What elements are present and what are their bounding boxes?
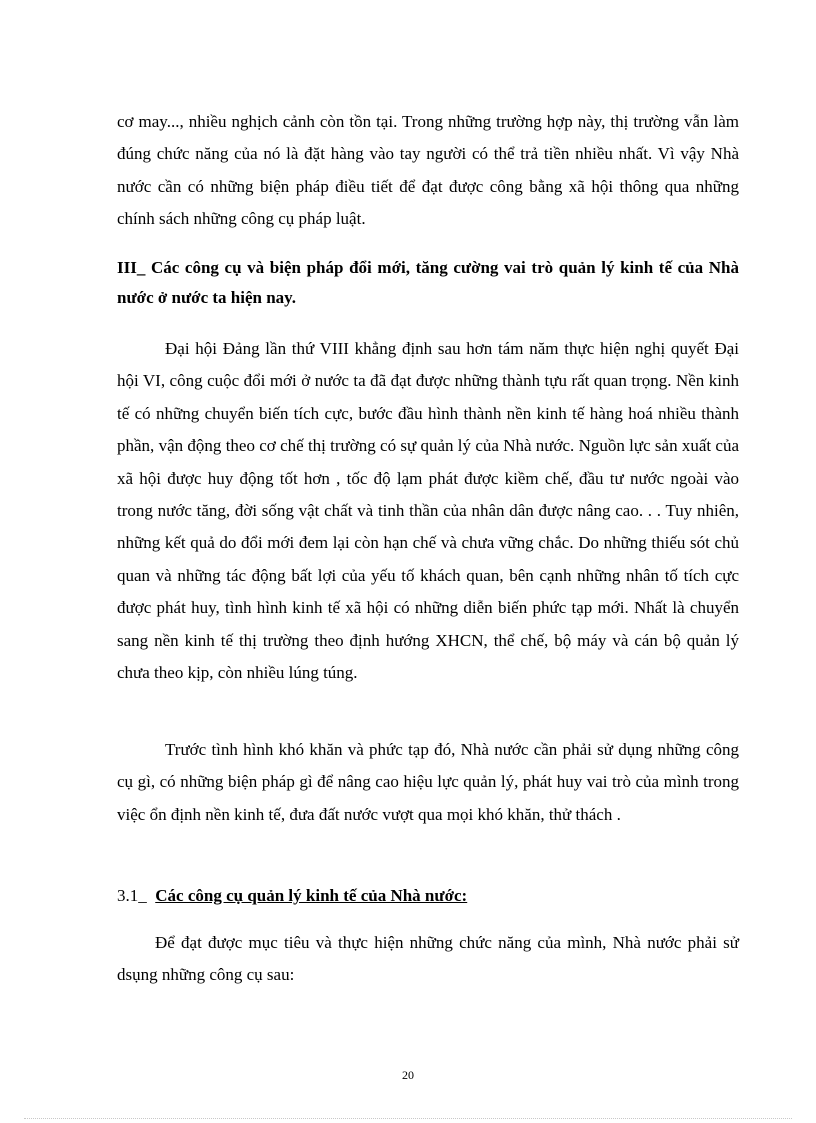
section-title-3-1: Các công cụ quản lý kinh tế của Nhà nước: bbox=[155, 886, 468, 905]
paragraph-party-congress-viii: Đại hội Đảng lần thứ VIII khẳng định sau hơn tám năm thực hiện nghị quyết Đại hội VI, công cuộc đổi mới ở nước ta đã đạt được những thành tựu rất quan trọng. Nền kinh tế có những chuyển biến tích cực, bước đầu hình thành nền kinh tế hàng hoá nhiều thành phần, vận động theo cơ chế thị trường có sự quản lý của Nhà nước. Nguồn lực sản xuất của xã hội được huy động tốt hơn , tốc độ lạm phát được kiềm chế, đầu tư nước ngoài vào trong nước tăng, đời sống vật chất và tinh thần của nhân dân được nâng cao. . . Tuy nhiên, những kết quả do đổi mới đem lại còn hạn chế và chưa vững chắc. Do những thiếu sót chủ quan và những tác động bất lợi của yếu tố khách quan, bên cạnh những nhân tố tích cực được phát huy, tình hình kinh tế xã hội có những diễn biến phức tạp mới. Nhất là chuyển sang nền kinh tế thị trường theo định hướng XHCN, thể chế, bộ máy và cán bộ quản lý chưa theo kịp, còn nhiều lúng túng. bbox=[117, 339, 739, 683]
section-number-3-1: 3.1_ bbox=[117, 886, 147, 905]
page-bottom-divider bbox=[24, 1118, 792, 1119]
paragraph-objectives-tools: Để đạt được mục tiêu và thực hiện những chức năng của mình, Nhà nước phải sử dsụng những công cụ sau: bbox=[117, 933, 739, 985]
paragraph-market-limitations: cơ may..., nhiều nghịch cảnh còn tồn tại. Trong những trường hợp này, thị trường vẫn làm đúng chức năng của nó là đặt hàng vào tay người có thể trả tiền nhiều nhất. Vì vậy Nhà nước cần có những biện pháp điều tiết để đạt được công bằng xã hội thông qua những chính sách những công cụ pháp luật. bbox=[117, 112, 739, 229]
section-heading-3-1 bbox=[117, 880, 739, 912]
page-number: 20 bbox=[402, 1068, 414, 1082]
section-heading-iii: III_ Các công cụ và biện pháp đổi mới, tăng cường vai trò quản lý kinh tế của Nhà nước ở nước ta hiện nay. bbox=[117, 258, 739, 307]
paragraph-difficult-situation: Trước tình hình khó khăn và phức tạp đó, Nhà nước cần phải sử dụng những công cụ gì, có những biện pháp gì để nâng cao hiệu lực quản lý, phát huy vai trò của mình trong việc ổn định nền kinh tế, đưa đất nước vượt qua mọi khó khăn, thử thách . bbox=[117, 740, 739, 824]
